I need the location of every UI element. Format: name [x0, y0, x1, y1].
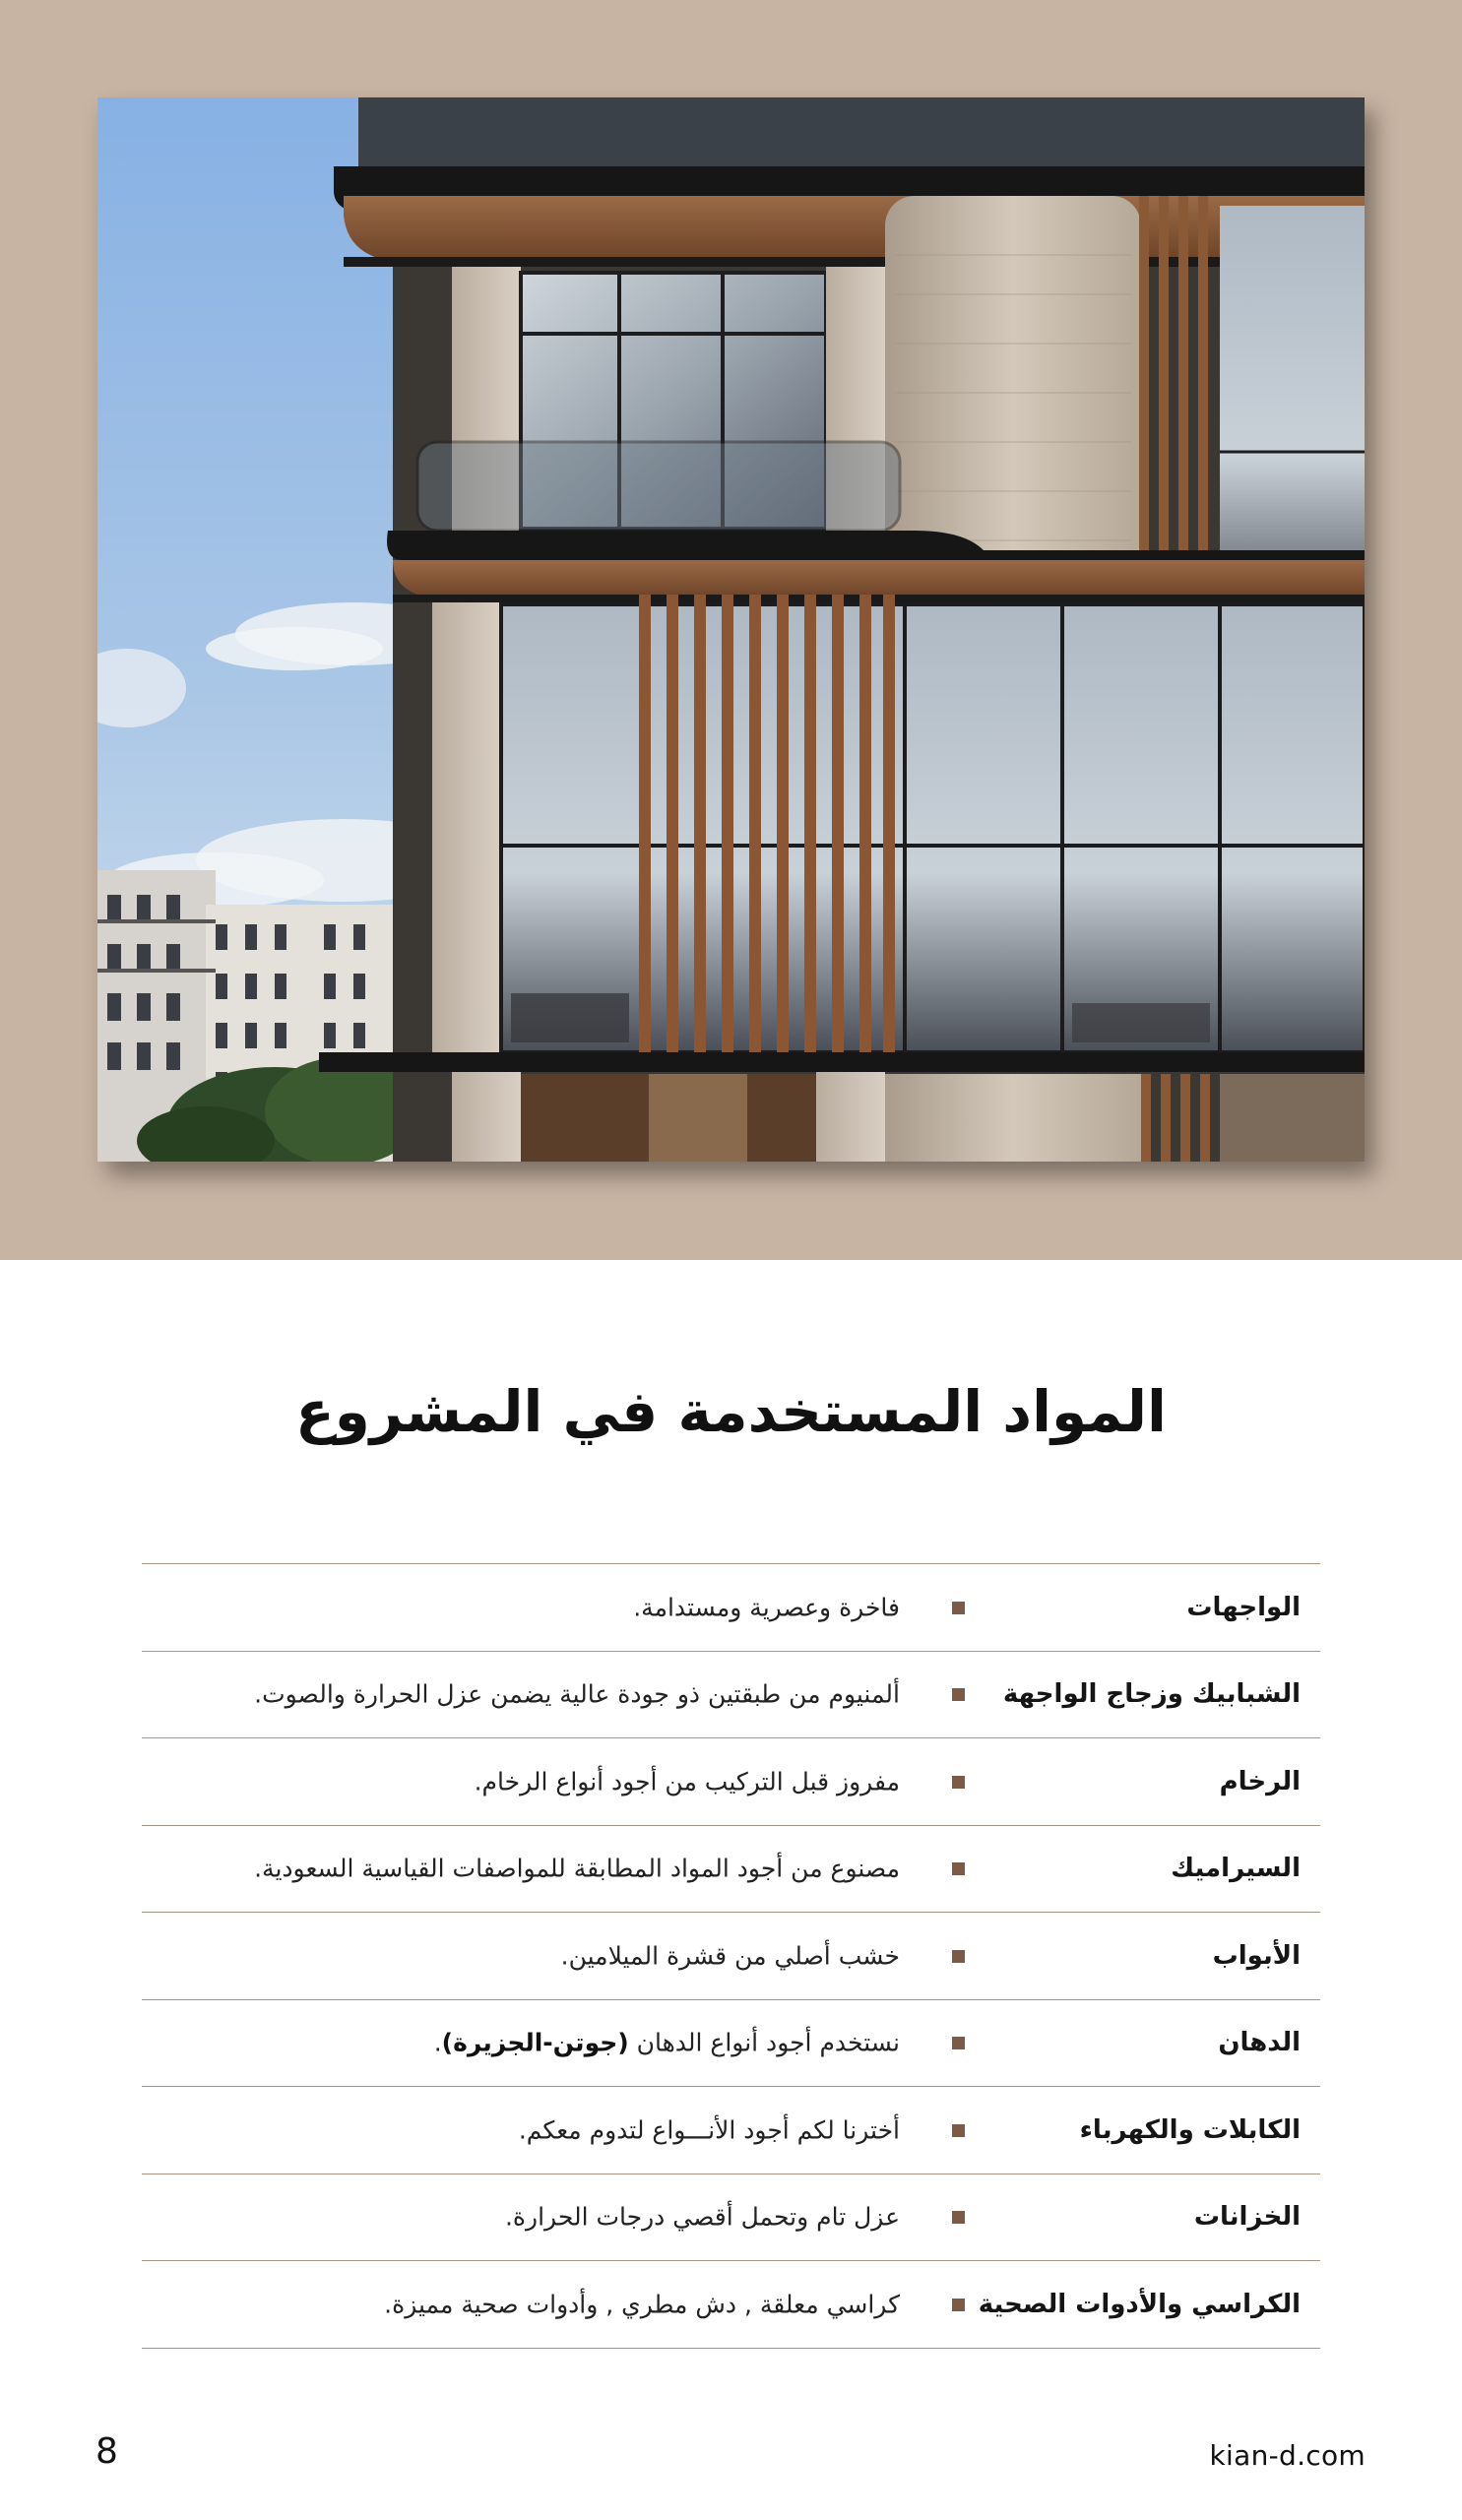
paint-brands: (جوتن-الجزيرة)	[441, 2028, 629, 2057]
bullet-icon	[952, 1602, 965, 1614]
table-row	[142, 1652, 1320, 1739]
material-label: الرخام	[1219, 1766, 1301, 1796]
table-row	[142, 2000, 1320, 2088]
bullet-icon	[952, 1950, 965, 1963]
table-row	[142, 1913, 1320, 2000]
table-row	[142, 1826, 1320, 1914]
material-description: كراسي معلقة , دش مطري , وأدوات صحية مميزة.	[384, 2290, 900, 2319]
table-row	[142, 2261, 1320, 2349]
material-description	[434, 2029, 900, 2057]
material-description: عزل تام وتحمل أقصي درجات الحرارة.	[504, 2202, 900, 2232]
table-row	[142, 1738, 1320, 1826]
material-label: الدهان	[1218, 2028, 1301, 2058]
material-description: مصنوع من أجود المواد المطابقة للمواصفات القياسية السعودية.	[254, 1854, 900, 1883]
material-description: أخترنا لكم أجود الأنـــواع لتدوم معكم.	[518, 2115, 900, 2145]
bullet-icon	[952, 2299, 965, 2311]
materials-table	[142, 1563, 1320, 2349]
material-description: فاخرة وعصرية ومستدامة.	[633, 1593, 900, 1622]
material-label: السيراميك	[1171, 1854, 1301, 1884]
material-description: خشب أصلي من قشرة الميلامين.	[560, 1941, 900, 1971]
material-description: مفروز قبل التركيب من أجود أنواع الرخام.	[474, 1767, 900, 1796]
table-row	[142, 1564, 1320, 1652]
table-row	[142, 2087, 1320, 2174]
table-row	[142, 2174, 1320, 2262]
website-link[interactable]: kian-d.com	[1209, 2439, 1366, 2472]
bullet-icon	[952, 2124, 965, 2137]
material-description-text: نستخدم أجود أنواع الدهان	[628, 2028, 900, 2057]
description-end: .	[433, 2028, 442, 2057]
material-label: الكراسي والأدوات الصحية	[978, 2289, 1301, 2319]
material-label: الأبواب	[1212, 1940, 1301, 1971]
building-facade-photo	[97, 97, 1365, 1162]
material-label: الشبابيك وزجاج الواجهة	[1002, 1679, 1301, 1710]
material-label: الكابلات والكهرباء	[1079, 2114, 1301, 2145]
bullet-icon	[952, 1688, 965, 1701]
bullet-icon	[952, 2037, 965, 2049]
page-number: 8	[95, 2431, 118, 2472]
bullet-icon	[952, 1776, 965, 1789]
bullet-icon	[952, 2211, 965, 2224]
bullet-icon	[952, 1862, 965, 1875]
page-title: المواد المستخدمة في المشروع	[295, 1378, 1167, 1445]
material-label: الخزانات	[1193, 2202, 1301, 2233]
material-label: الواجهات	[1186, 1592, 1301, 1622]
material-description: ألمنيوم من طبقتين ذو جودة عالية يضمن عزل الحرارة والصوت.	[254, 1679, 900, 1709]
